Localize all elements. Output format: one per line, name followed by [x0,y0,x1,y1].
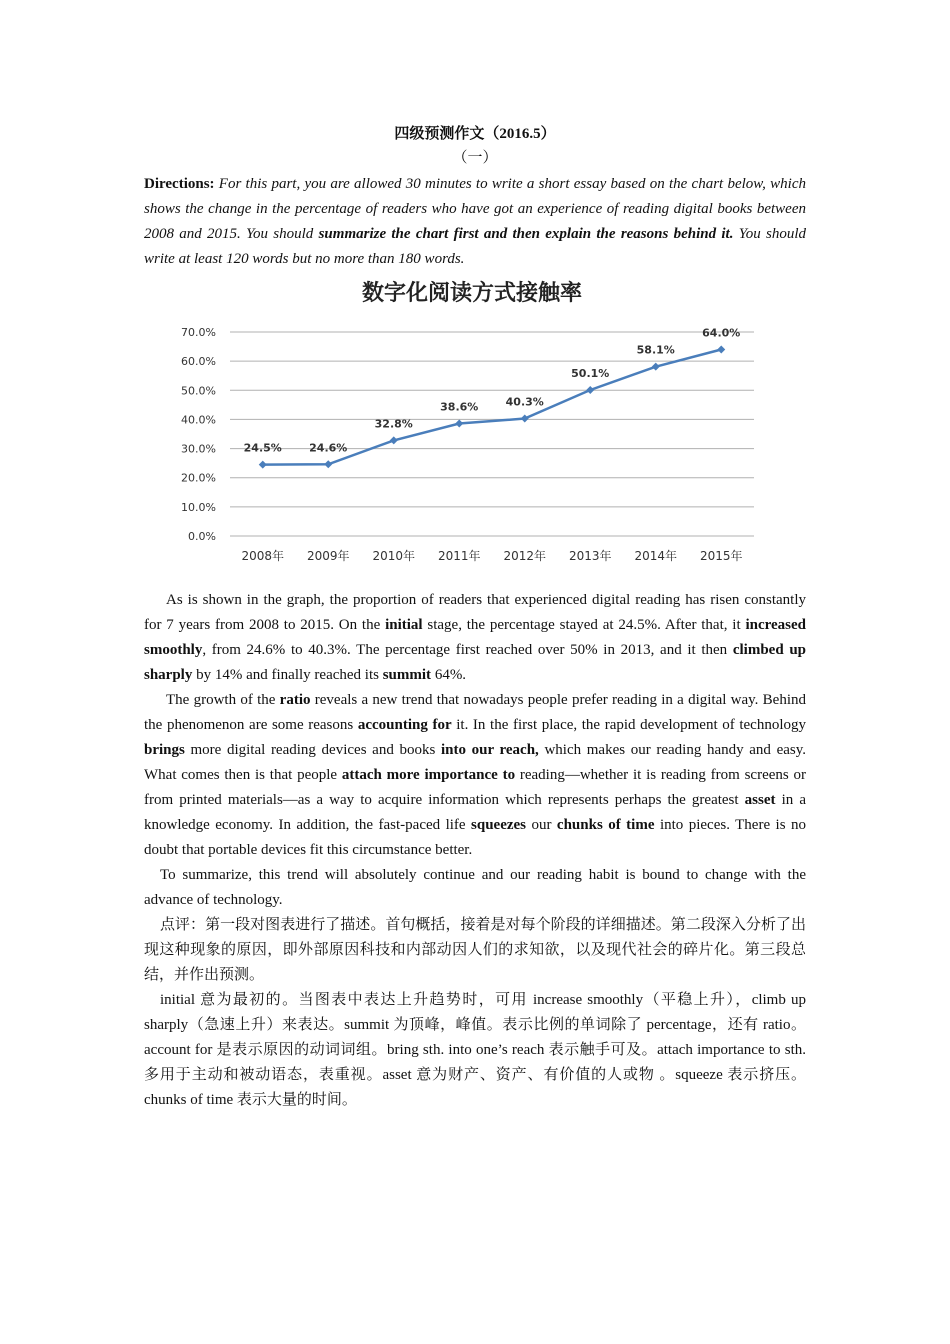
essay-text: more digital reading devices and books [184,742,441,758]
chart-svg [144,278,806,588]
directions-paragraph [144,172,806,272]
y-tick-label: 40.0% [181,413,216,427]
key-phrase: squeezes [471,817,527,833]
data-label: 40.3% [505,395,544,409]
essay-text: by 14% and finally reached its [192,667,383,683]
essay-text: reading—whether it is reading from screens or from printed materials—as a way to acquire information which represents perhaps the greatest [144,767,807,808]
key-phrase: initial [385,617,423,633]
x-tick-label: 2012年 [503,549,547,563]
y-tick-label: 50.0% [181,384,216,398]
y-tick-label: 70.0% [181,326,216,339]
data-label: 24.5% [243,441,282,455]
data-label: 38.6% [440,400,479,414]
key-phrase: climbed up sharply [144,642,806,683]
data-point [521,415,529,423]
essay-text: As is shown in the graph, the proportion of readers that experienced digital reading has risen constantly for 7 years from 2008 to 2015. On the [144,592,806,633]
essay-text: stage, the percentage stayed at 24.5%. After that, it [422,617,746,633]
key-phrase: attach more importance to [341,767,516,783]
data-point [390,436,398,444]
y-tick-label: 20.0% [181,471,216,485]
essay-text: The growth of the [166,692,280,708]
x-tick-label: 2015年 [699,549,743,563]
document-page [144,122,806,1113]
data-point [586,386,594,394]
y-tick-label: 0.0% [188,530,216,543]
essay-paragraph-1 [144,588,806,688]
x-tick-label: 2014年 [634,549,678,563]
section-number: （一） [452,150,498,166]
key-phrase: summit [382,667,432,683]
x-tick-label: 2009年 [306,549,350,563]
comment-paragraph-1: 点评：第一段对图表进行了描述。首句概括，接着是对每个阶段的详细描述。第二段深入分析了出现这种现象的原因，即外部原因科技和内部动因人们的求知欲，以及现代社会的碎片化。第三段总结，并作出预测。 [144,917,806,983]
essay-text: it. In the first place, the rapid development of technology [451,717,806,733]
y-tick-label: 30.0% [181,442,216,456]
key-phrase: accounting for [357,717,452,733]
essay-paragraph-2 [144,688,806,863]
essay-text: 64%. [431,667,467,683]
data-label: 50.1% [571,366,610,380]
document-title: 四级预测作文（2016.5） [394,126,556,142]
data-label: 24.6% [309,441,348,455]
essay-text: reveals a new trend that nowadays people prefer reading in a digital way. Behind the phenomenon are some reasons [144,692,807,733]
x-tick-label: 2011年 [437,549,481,563]
line-chart [144,278,806,588]
essay-paragraph-3 [144,863,806,913]
key-phrase: ratio [279,692,311,708]
essay-text: , from 24.6% to 40.3%. The percentage first reached over 50% in 2013, and it then [202,642,733,658]
y-tick-label: 60.0% [181,355,216,369]
key-phrase: into our reach, [440,742,539,758]
x-tick-label: 2010年 [372,549,416,563]
chart-title: 数字化阅读方式接触率 [361,281,583,306]
essay-text: our [526,817,557,833]
data-point [717,345,725,353]
essay-text: into pieces. There is no doubt that portable devices fit this circumstance better. [144,817,806,858]
data-label: 32.8% [374,417,413,431]
directions-emphasis: summarize the chart first and then explain the reasons behind it. [318,226,734,242]
directions-word-limit: You should write at least 120 words but no more than 180 words. [144,226,806,267]
data-point [455,420,463,428]
y-tick-label: 10.0% [181,500,216,514]
data-label: 64.0% [702,326,741,340]
essay-text: To summarize, this trend will absolutely continue and our reading habit is bound to change with the advance of technology. [144,867,806,908]
key-phrase: increased smoothly [144,617,807,658]
directions-label: Directions: [144,176,215,192]
x-tick-label: 2013年 [568,549,612,563]
data-point [652,363,660,371]
essay-text: which makes our reading handy and easy. What comes then is that people [144,742,806,783]
x-tick-label: 2008年 [241,549,285,563]
data-label: 58.1% [636,343,675,357]
data-point [259,461,267,469]
directions-text: For this part, you are allowed 30 minutes to write a short essay based on the chart below, which shows the change in the percentage of readers who have got an experience of reading digital books between 2008 and 2015. You should [144,176,806,242]
essay-text: in a knowledge economy. In addition, the fast-paced life [144,792,806,833]
key-phrase: brings [144,742,185,758]
key-phrase: asset [744,792,776,808]
data-point [324,460,332,468]
key-phrase: chunks of time [556,817,655,833]
comment-paragraph-2: initial 意为最初的。当图表中表达上升趋势时，可用 increase smoothly（平稳上升），climb up sharply（急速上升）来表达。summit 为顶峰，峰值。表示比例的单词除了 percentage，还有 ratio。 account for 是表示原因的动词词组。bring sth. into one’s reach 表示触手可及。attach importance to sth. 多用于主动和被动语态，表重视。asset 意为财产、资产、有价值的人或物 。squeeze 表示挤压。chunks of time 表示大量的时间。 [144,992,806,1108]
